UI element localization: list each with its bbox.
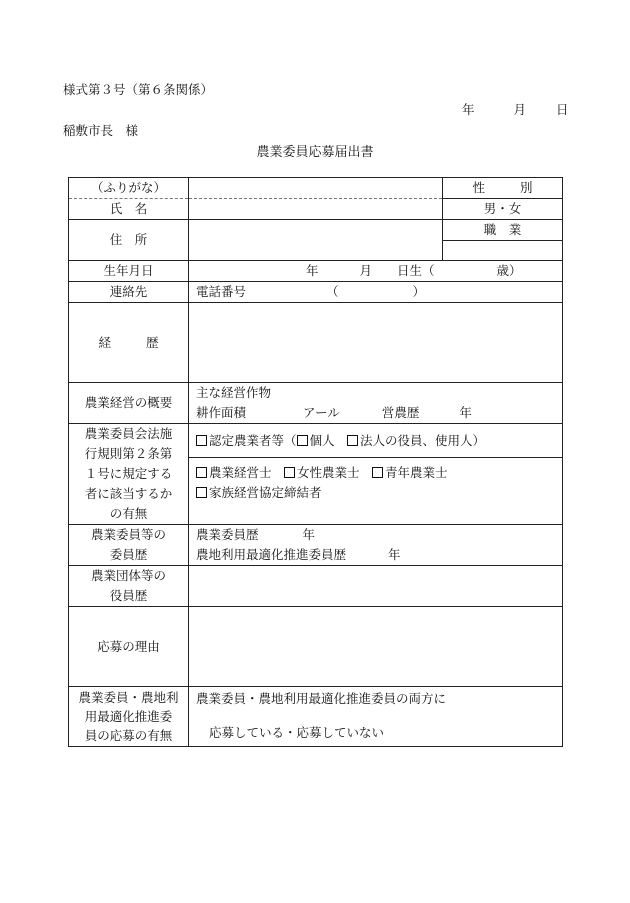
date-line: [462, 100, 569, 118]
history-label: 経 歴: [69, 303, 189, 383]
date-month: 月: [513, 102, 527, 117]
contact-label: 連絡先: [69, 282, 189, 303]
org-history-label: 農業団体等の 役員歴: [69, 566, 189, 607]
law-option-row-1: 認定農業者等（ 個人 法人の役員、使用人）: [189, 424, 562, 457]
both-application-label: 農業委員・農地利 用最適化推進委 員の応募の有無: [69, 687, 189, 747]
address-label: 住 所: [69, 220, 189, 261]
gender-options[interactable]: 男・女: [443, 199, 563, 220]
both-application-field[interactable]: [189, 687, 563, 747]
committee-history-label: 農業委員等の 委員歴: [69, 525, 189, 566]
committee-history-1: 農業委員歴: [196, 527, 259, 542]
law-criteria-field: [189, 424, 563, 525]
phone-paren-open: （: [326, 284, 339, 299]
date-day: 日: [556, 102, 569, 117]
birthdate-day-born: 日生（: [397, 263, 435, 278]
both-application-text: 農業委員・農地利用最適化推進委員の両方に: [196, 691, 447, 706]
addressee: 稲敷市長 様: [63, 123, 139, 138]
org-history-row: [69, 566, 563, 607]
name-field[interactable]: [189, 199, 443, 220]
reason-field[interactable]: [189, 607, 563, 687]
law-criteria-label: 農業委員会法施 行規則第２条第 １号に規定する 者に該当するか の有無: [69, 424, 189, 525]
reason-label: 応募の理由: [69, 607, 189, 687]
document-title: 農業委員応募届出書: [256, 145, 374, 160]
female-farmer-checkbox[interactable]: [284, 467, 295, 478]
both-application-row: [69, 687, 563, 747]
furigana-label: （ふりがな）: [69, 178, 189, 199]
birthdate-month: 月: [359, 263, 373, 278]
certified-farmer-checkbox[interactable]: [196, 435, 207, 446]
both-application-choice[interactable]: 応募している・応募していない: [209, 725, 385, 740]
birthdate-field[interactable]: [189, 261, 563, 282]
reason-row: [69, 607, 563, 687]
application-form-table: [68, 177, 563, 747]
name-row: [69, 199, 563, 220]
farm-overview-row: [69, 383, 563, 424]
law-option-row-2: 農業経営士 女性農業士 青年農業士 家族経営協定締結者: [189, 457, 562, 503]
furigana-field[interactable]: [189, 178, 443, 199]
phone-field[interactable]: [189, 282, 563, 303]
farming-years-unit: 年: [459, 405, 472, 420]
history-row: [69, 303, 563, 383]
occupation-label: 職 業: [443, 220, 563, 241]
birthdate-year: 年: [306, 263, 319, 278]
address-field[interactable]: [189, 220, 443, 261]
farm-manager-checkbox[interactable]: [196, 467, 207, 478]
committee-history-field[interactable]: 農業委員歴 年 農地利用最適化推進委員歴 年: [189, 525, 563, 566]
main-crop-label: 主な経営作物: [196, 385, 272, 400]
org-history-field[interactable]: [189, 566, 563, 607]
farming-years-label: 営農歴: [381, 405, 420, 420]
phone-paren-close: ）: [412, 284, 426, 299]
gender-label: 性 別: [443, 178, 563, 199]
family-agreement-checkbox[interactable]: [196, 487, 207, 498]
birthdate-age: 歳）: [496, 263, 522, 278]
contact-row: [69, 282, 563, 303]
form-number: 様式第３号（第６条関係）: [63, 82, 214, 97]
corporate-checkbox[interactable]: [347, 435, 358, 446]
farm-overview-field[interactable]: [189, 383, 563, 424]
law-criteria-row: [69, 424, 563, 525]
phone-label: 電話番号: [196, 284, 247, 299]
address-row: [69, 220, 563, 241]
birthdate-row: [69, 261, 563, 282]
are-unit: アール: [303, 405, 340, 420]
birthdate-label: 生年月日: [69, 261, 189, 282]
committee-history-row: [69, 525, 563, 566]
history-field[interactable]: [189, 303, 563, 383]
committee-history-2: 農地利用最適化推進委員歴: [196, 547, 347, 562]
cultivated-area-label: 耕作面積: [196, 405, 247, 420]
furigana-row: [69, 178, 563, 199]
name-label: 氏 名: [69, 199, 189, 220]
date-year: 年: [462, 102, 475, 117]
farm-overview-label: 農業経営の概要: [69, 383, 189, 424]
young-farmer-checkbox[interactable]: [372, 467, 383, 478]
individual-checkbox[interactable]: [297, 435, 308, 446]
occupation-field[interactable]: [443, 241, 563, 261]
